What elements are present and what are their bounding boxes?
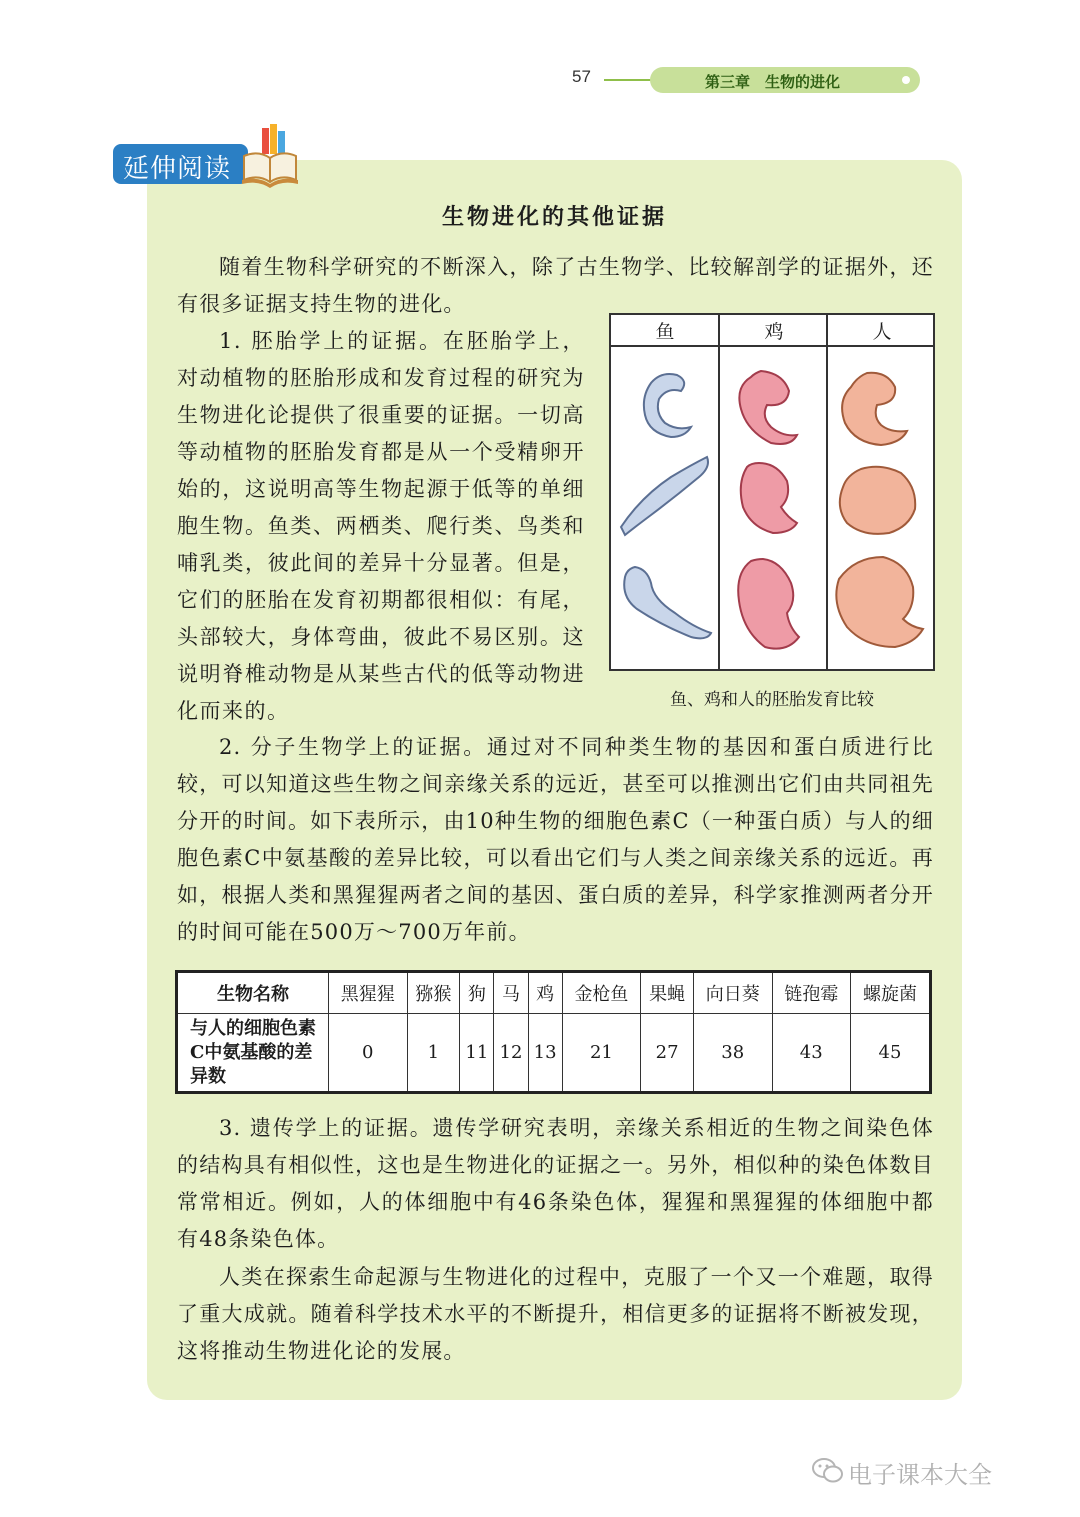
- badge-label: 延伸阅读: [123, 154, 232, 184]
- table-header-difference: 与人的细胞色素C中氨基酸的差异数: [177, 1014, 329, 1093]
- table-cell: 鸡: [528, 972, 562, 1014]
- open-book-icon: [240, 122, 300, 188]
- table-cell: 38: [694, 1014, 773, 1093]
- fish-embryo-stage-3: [624, 567, 711, 638]
- figure-label-chicken: 鸡: [764, 321, 784, 343]
- embryo-comparison-figure: [609, 313, 935, 671]
- table-row: [177, 972, 931, 1014]
- human-embryo-stage-2: [840, 467, 915, 534]
- human-embryo-stage-3: [836, 557, 923, 647]
- table-cell: 狗: [460, 972, 494, 1014]
- table-cell: 螺旋菌: [851, 972, 931, 1014]
- fish-embryo-stage-1: [644, 374, 691, 437]
- figure-label-human: 人: [872, 321, 892, 343]
- table-cell: 马: [494, 972, 528, 1014]
- table-cell: 21: [562, 1014, 641, 1093]
- table-cell: 0: [329, 1014, 408, 1093]
- table-header-species: 生物名称: [177, 972, 329, 1014]
- extended-reading-badge: [113, 144, 248, 184]
- chapter-dot: [902, 76, 910, 84]
- article-title: 生物进化的其他证据: [441, 204, 667, 230]
- table-cell: 43: [772, 1014, 851, 1093]
- table-cell: 猕猴: [407, 972, 460, 1014]
- table-cell: 向日葵: [694, 972, 773, 1014]
- wechat-icon: [812, 1457, 844, 1485]
- molecular-paragraph: 2. 分子生物学上的证据。通过对不同种类生物的基因和蛋白质进行比较，可以知道这些生物之间亲缘关系的远近，甚至可以推测出它们由共同祖先分开的时间。如下表所示，由10种生物的细胞色素C（一种蛋白质）与人的细胞色素C中氨基酸的差异比较，可以看出它们与人类之间亲缘关系的远近。再如，根据人类和黑猩猩两者之间的基因、蛋白质的差异，科学家推测两者分开的时间可能在500万～700万年前。: [177, 735, 934, 944]
- chapter-pill: [650, 67, 920, 93]
- genetics-paragraph: 3. 遗传学上的证据。遗传学研究表明，亲缘关系相近的生物之间染色体的结构具有相似性，这也是生物进化的证据之一。另外，相似种的染色体数目常常相近。例如，人的体细胞中有46条染色体，猩猩和黑猩猩的体细胞中都有48条染色体。: [177, 1116, 934, 1251]
- intro-paragraph: 随着生物科学研究的不断深入，除了古生物学、比较解剖学的证据外，还有很多证据支持生物的进化。: [177, 255, 934, 316]
- chicken-embryo-stage-3: [738, 559, 799, 649]
- embryo-drawings: [611, 347, 933, 671]
- table-cell: 黑猩猩: [329, 972, 408, 1014]
- figure-label-fish: 鱼: [655, 321, 675, 343]
- embryology-paragraph: 1. 胚胎学上的证据。在胚胎学上，对动植物的胚胎形成和发育过程的研究为生物进化论提供了很重要的证据。一切高等动植物的胚胎发育都是从一个受精卵开始的，这说明高等生物起源于低等的单细胞生物。鱼类、两栖类、爬行类、鸟类和哺乳类，彼此间的差异十分显著。但是，它们的胚胎在发育初期都很相似：有尾，头部较大，身体弯曲，彼此不易区别。这说明脊椎动物是从某些古代的低等动物进化而来的。: [177, 329, 585, 723]
- figure-caption: 鱼、鸡和人的胚胎发育比较: [670, 690, 874, 710]
- table-cell: 11: [460, 1014, 494, 1093]
- table-cell: 13: [528, 1014, 562, 1093]
- table-cell: 链孢霉: [772, 972, 851, 1014]
- table-row: [177, 1014, 931, 1093]
- table-cell: 果蝇: [641, 972, 694, 1014]
- cytochrome-c-table: [175, 970, 932, 1094]
- page-number: 57: [572, 67, 591, 86]
- table-cell: 金枪鱼: [562, 972, 641, 1014]
- watermark-text: 电子课本大全: [848, 1461, 992, 1489]
- chicken-embryo-stage-1: [739, 371, 797, 444]
- table-cell: 1: [407, 1014, 460, 1093]
- table-cell: 27: [641, 1014, 694, 1093]
- human-embryo-stage-1: [842, 373, 907, 445]
- fish-embryo-stage-2: [621, 457, 708, 535]
- conclusion-paragraph: 人类在探索生命起源与生物进化的过程中，克服了一个又一个难题，取得了重大成就。随着科学技术水平的不断提升，相信更多的证据将不断被发现，这将推动生物进化论的发展。: [177, 1265, 934, 1363]
- header-rule: [604, 79, 656, 81]
- chapter-title: 第三章 生物的进化: [705, 73, 841, 91]
- table-cell: 45: [851, 1014, 931, 1093]
- chicken-embryo-stage-2: [741, 463, 797, 533]
- table-cell: 12: [494, 1014, 528, 1093]
